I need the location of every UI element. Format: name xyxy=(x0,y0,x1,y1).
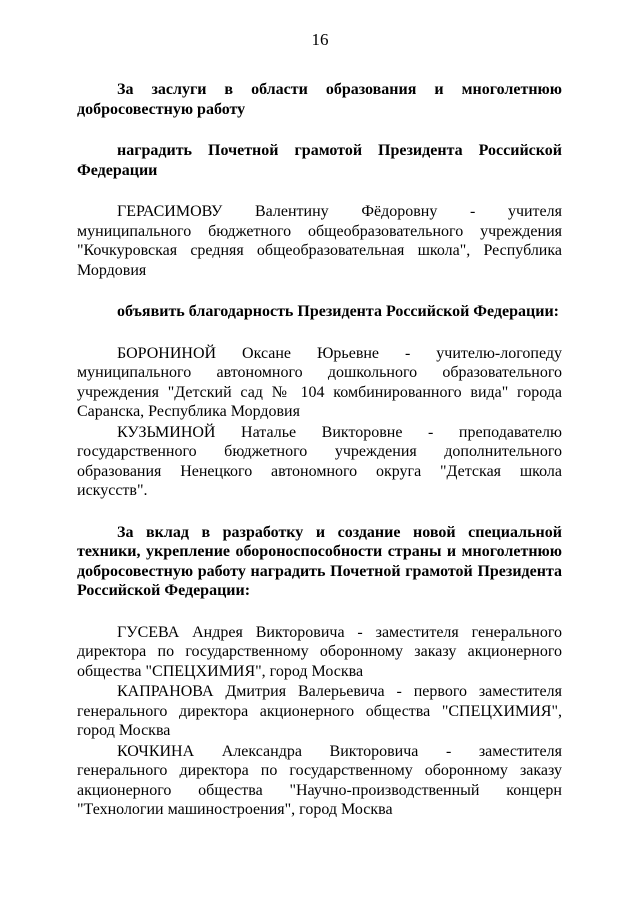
awardee-kuzmina: КУЗЬМИНОЙ Наталье Викторовне - преподавателю государственного бюджетного учреждения дополнительного образования Ненецкого автономного округа "Детская школа искусств". xyxy=(77,423,562,499)
section-1-heading: За заслуги в области образования и многолетнюю добросовестную работу xyxy=(77,81,562,118)
page-number: 16 xyxy=(311,30,329,49)
awardee-kochkina: КОЧКИНА Александра Викторовича - заместителя генерального директора по государственному оборонному заказу акционерного общества "Научно-производственный концерн "Технологии машиностроения", город Москва xyxy=(77,742,562,818)
awardee-guseva: ГУСЕВА Андрея Викторовича - заместителя генерального директора по государственному оборонному заказу акционерного общества "СПЕЦХИМИЯ", город Москва xyxy=(77,623,562,680)
awardee-kapranova: КАПРАНОВА Дмитрия Валерьевича - первого заместителя генерального директора акционерного общества "СПЕЦХИМИЯ", город Москва xyxy=(77,683,562,739)
awardee-gerasimova: ГЕРАСИМОВУ Валентину Фёдоровну - учителя муниципального бюджетного общеобразовательного учреждения "Кочкуровская средняя общеобразовательная школа", Республика Мордовия xyxy=(77,203,562,279)
award-certificate-line: наградить Почетной грамотой Президента Российской Федерации xyxy=(77,142,562,179)
document-body xyxy=(77,80,562,820)
section-2-heading: За вклад в разработку и создание новой специальной техники, укрепление обороноспособности страны и многолетнюю добросовестную работу наградить Почетной грамотой Президента Российской Федерации: xyxy=(77,523,562,599)
gratitude-line: объявить благодарность Президента Российской Федерации: xyxy=(117,303,559,320)
awardee-boronina: БОРОНИНОЙ Оксане Юрьевне - учителю-логопеду муниципального автономного дошкольного образовательного учреждения "Детский сад № 104 комбинированного вида" города Саранска, Республика Мордовия xyxy=(77,344,562,420)
